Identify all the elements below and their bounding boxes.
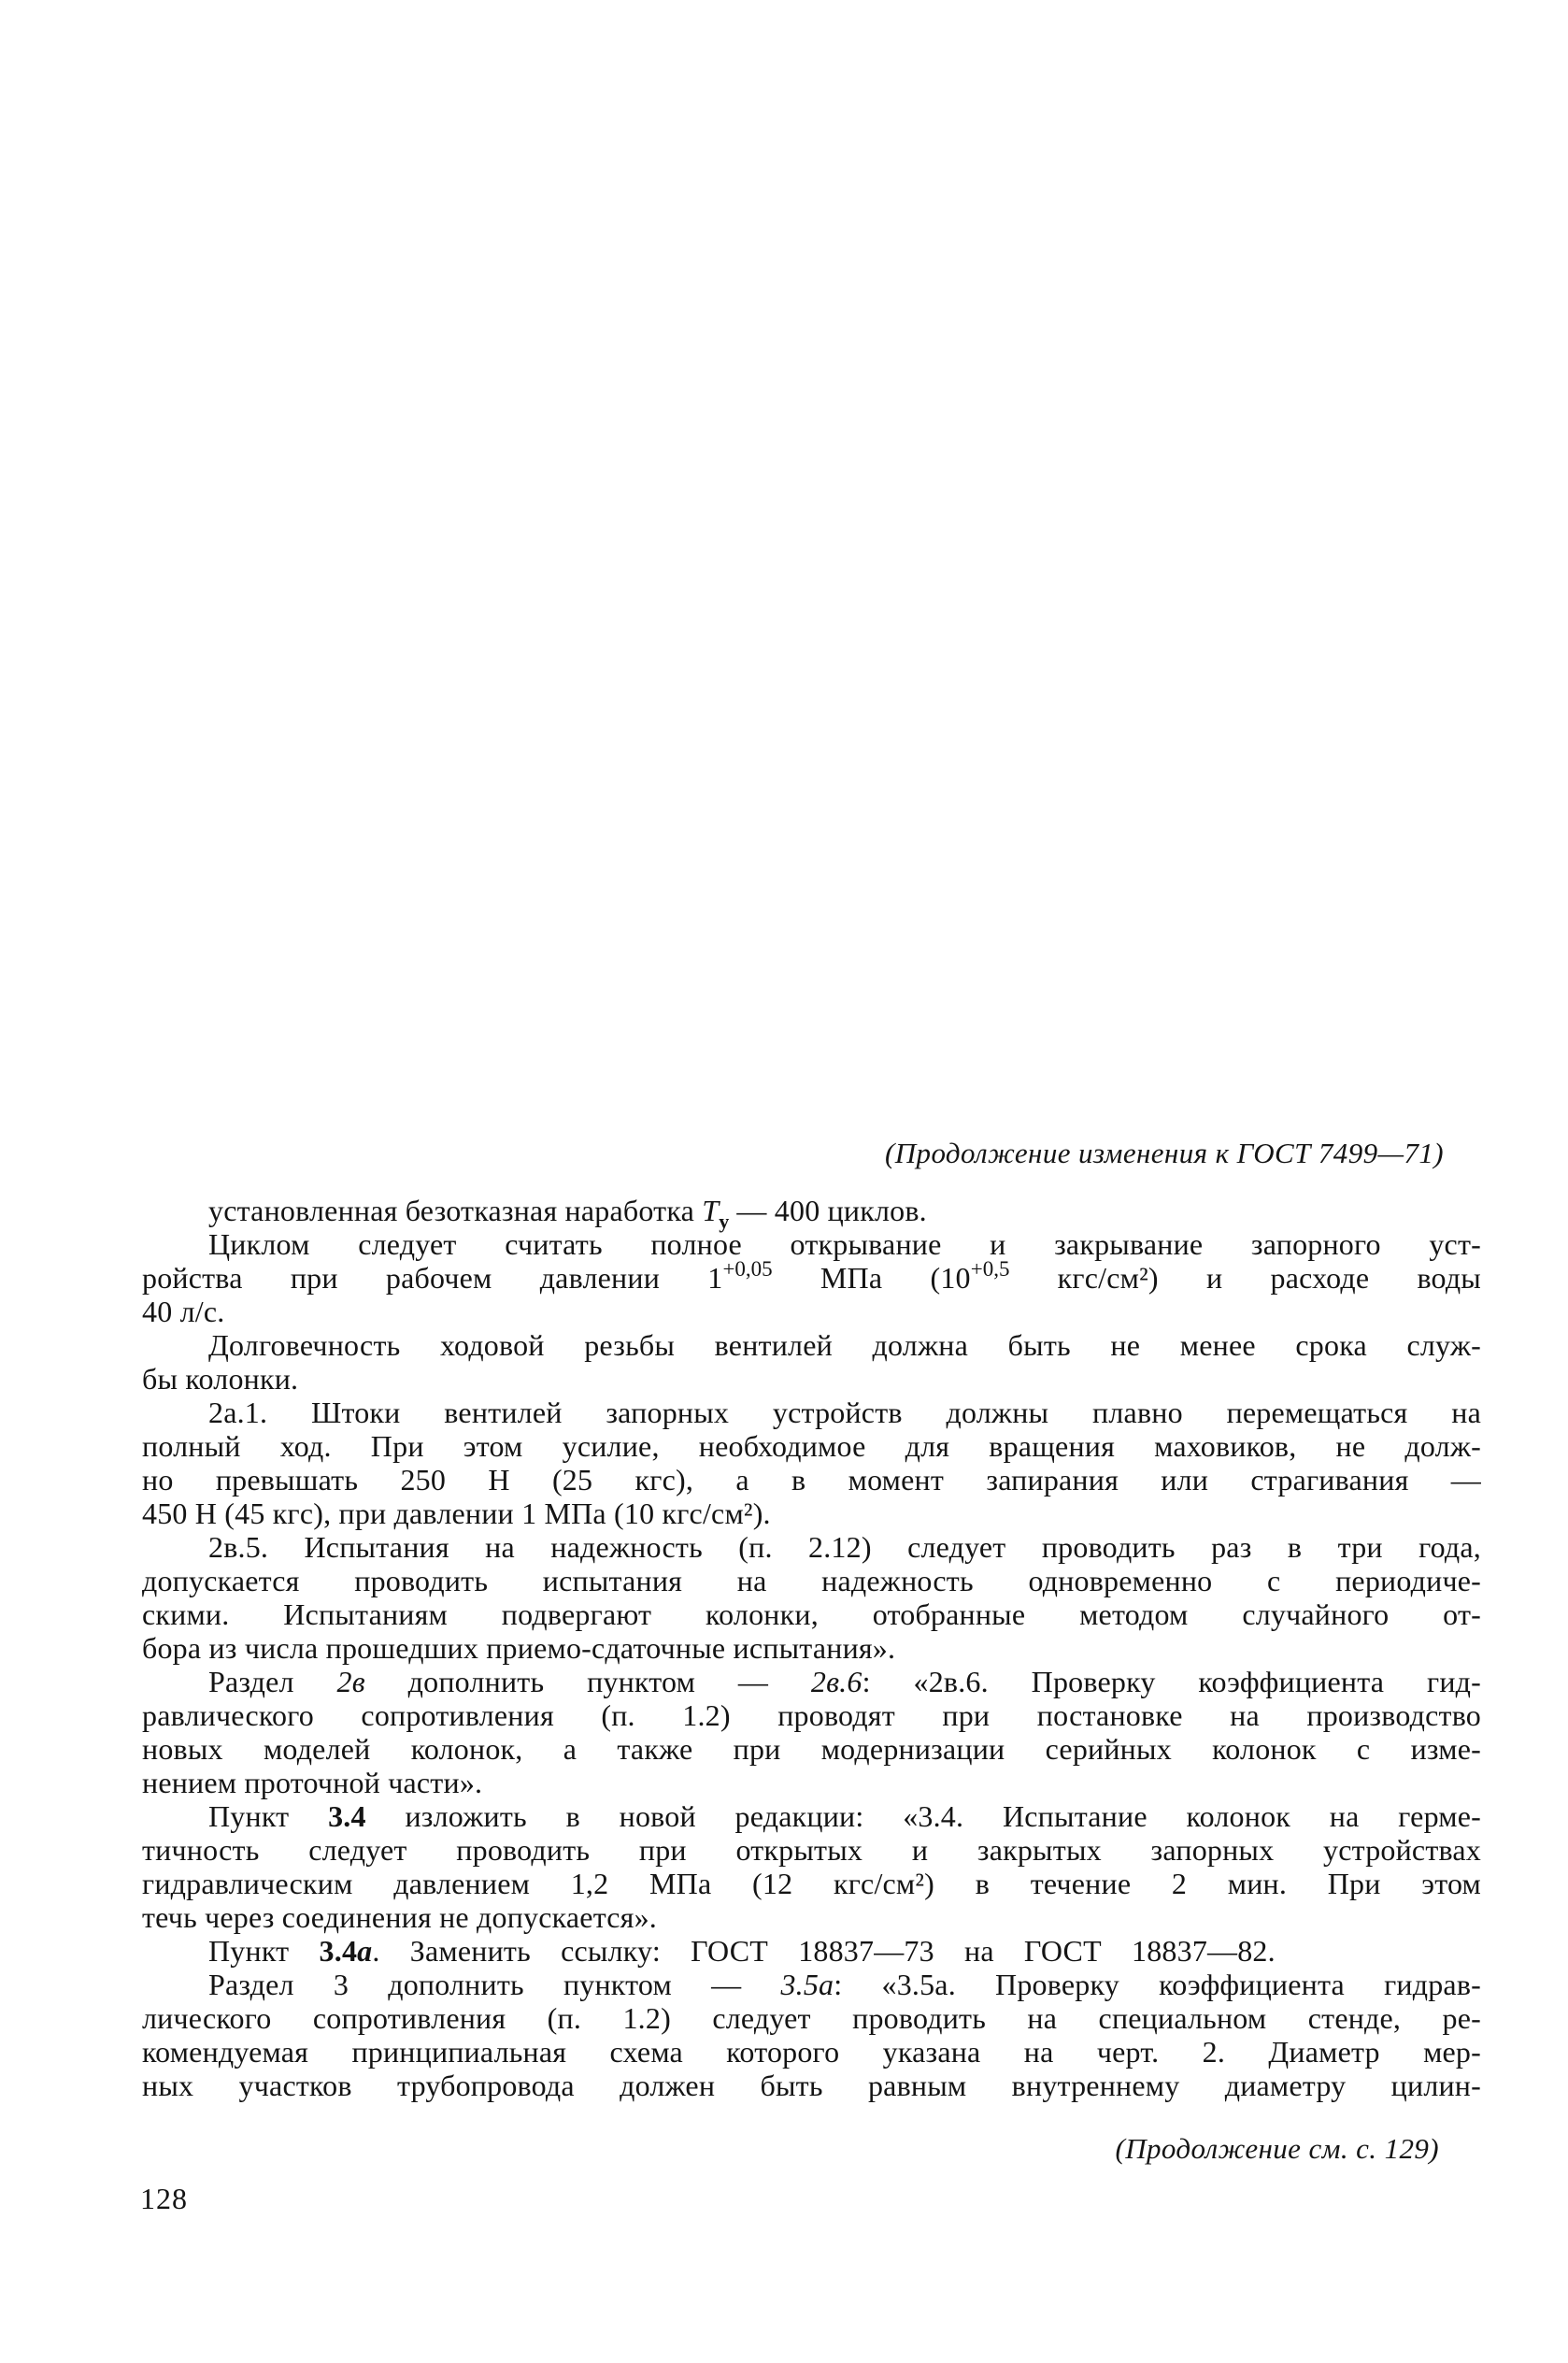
text-line: ройства при рабочем давлении 1+0,05 МПа (10+0,5 кгс/см²) и расходе воды — [142, 1257, 1481, 1295]
text-line: комендуемая принципиальная схема которого указана на черт. 2. Диаметр мер- — [142, 2035, 1481, 2069]
text-line: Раздел 2в дополнить пунктом — 2в.6: «2в.6. Проверку коэффициента гид- — [208, 1665, 1482, 1698]
text-line: лического сопротивления (п. 1.2) следует проводить на специальном стенде, ре- — [142, 2001, 1481, 2035]
text-line: тичность следует проводить при открытых и закрытых запорных устройствах — [142, 1833, 1481, 1867]
text-line: но превышать 250 Н (25 кгс), а в момент запирания или страгивания — — [142, 1463, 1481, 1497]
text-line: 40 л/с. — [142, 1295, 225, 1328]
text-line: гидравлическим давлением 1,2 МПа (12 кгс/см²) в течение 2 мин. При этом — [142, 1867, 1481, 1900]
continuation-header-note: (Продолжение изменения к ГОСТ 7499—71) — [885, 1137, 1444, 1169]
text-line: Долговечность ходовой резьбы вентилей должна быть не менее срока служ- — [208, 1328, 1481, 1362]
text-line: полный ход. При этом усилие, необходимое для вращения маховиков, не долж- — [142, 1429, 1481, 1463]
text-line: бора из числа прошедших приемо-сдаточные испытания». — [142, 1631, 896, 1665]
text-line: Пункт 3.4 изложить в новой редакции: «3.4. Испытание колонок на герме- — [208, 1799, 1481, 1833]
page-number: 128 — [140, 2182, 188, 2215]
continuation-footer-note: (Продолжение см. с. 129) — [1115, 2132, 1439, 2165]
text-line: 2а.1. Штоки вентилей запорных устройств должны плавно перемещаться на — [208, 1396, 1481, 1429]
text-line: нением проточной части». — [142, 1766, 483, 1799]
text-line: течь через соединения не допускается». — [142, 1900, 657, 1934]
text-line: Циклом следует считать полное открывание и закрывание запорного уст- — [208, 1227, 1481, 1261]
text-line: бы колонки. — [142, 1362, 299, 1396]
text-line: допускается проводить испытания на надежность одновременно с периодиче- — [142, 1564, 1481, 1597]
text-line: установленная безотказная наработка Ту — 400 циклов. — [208, 1194, 927, 1233]
text-line: 450 Н (45 кгс), при давлении 1 МПа (10 кгс/см²). — [142, 1497, 771, 1530]
text-line: Раздел 3 дополнить пунктом — 3.5а: «3.5а. Проверку коэффициента гидрав- — [208, 1968, 1481, 2001]
text-line: скими. Испытаниям подвергают колонки, отобранные методом случайного от- — [142, 1597, 1481, 1631]
text-line: новых моделей колонок, а также при модернизации серийных колонок с изме- — [142, 1732, 1481, 1766]
text-line: равлического сопротивления (п. 1.2) проводят при постановке на производство — [142, 1698, 1481, 1732]
text-line: Пункт 3.4а. Заменить ссылку: ГОСТ 18837—73 на ГОСТ 18837—82. — [208, 1934, 1276, 1968]
text-line: 2в.5. Испытания на надежность (п. 2.12) следует проводить раз в три года, — [208, 1530, 1481, 1564]
text-block — [142, 1194, 1481, 2102]
text-line: ных участков трубопровода должен быть равным внутреннему диаметру цилин- — [142, 2069, 1481, 2102]
